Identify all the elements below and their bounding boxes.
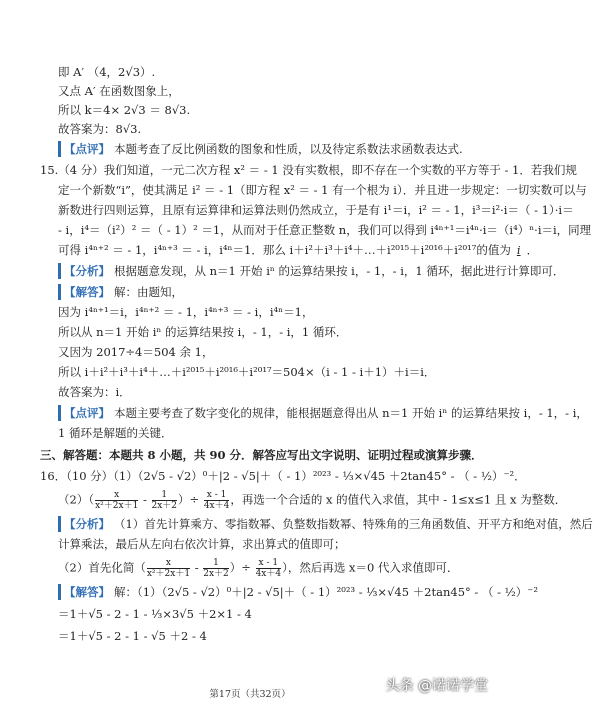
watermark-text: 头条 @诺诺学堂 [385, 678, 488, 694]
text-line: 新数进行四则运算，且原有运算律和运算法则仍然成立，于是有 i¹＝i，i² ＝ - 1，i³＝i²·i＝（ - 1）·i＝ [58, 203, 574, 217]
text-line: 所以从 n＝1 开始 iⁿ 的运算结果按 i，- 1，- i，1 循环． [58, 325, 348, 339]
analysis-tag: 【分析】 [58, 263, 110, 279]
text-line: 计算乘法，最后从左向右依次计算，求出算式的值即可； [58, 537, 346, 551]
comment-tag: 【点评】 [58, 405, 110, 421]
text-line: 因为 i⁴ⁿ⁺¹＝i，i⁴ⁿ⁺² ＝ - 1，i⁴ⁿ⁺³ ＝ - i，i⁴ⁿ＝1， [58, 305, 314, 319]
analysis-line [58, 516, 593, 532]
text-line: 所以 i＋i²＋i³＋i⁴＋…＋i²⁰¹⁵＋i²⁰¹⁶＋i²⁰¹⁷＝504×（i - 1 - i＋1）＋i＝i． [58, 365, 436, 379]
numerator: x [147, 558, 190, 569]
fraction [256, 558, 282, 579]
text-segment: - [139, 492, 151, 507]
text-line: ＝1＋√5 - 2 - 1 - ⅓×3√5 ＋2×1 - 4 [58, 607, 252, 621]
text-line: 1 循环是解题的关键． [58, 426, 173, 440]
text-line: 故答案为：i． [58, 385, 131, 399]
fraction [147, 558, 190, 579]
text-line: 又点 A′ 在函数图象上， [58, 84, 180, 98]
solution-line [58, 284, 183, 300]
analysis-text: （1）首先计算乘方、零指数幂、负整数指数幂、特殊角的三角函数值、开平方和绝对值，然后 [114, 517, 593, 531]
fraction [95, 490, 138, 511]
text-line: 即 A′ （4，2√3）. [58, 65, 156, 79]
solution-line [58, 584, 538, 600]
text-segment: （2）首先化简（ [58, 560, 146, 575]
fraction [204, 490, 230, 511]
text-line: 故答案为：8√3. [58, 122, 142, 136]
question-15-line: 15.（4 分）我们知道，一元二次方程 x² ＝ - 1 没有实数根，即不存在一个实数的平方等于 - 1．若我们规 [40, 163, 577, 177]
section-heading: 三、解答题：本题共 8 小题，共 90 分．解答应写出文字说明、证明过程或演算步骤． [40, 448, 483, 462]
text-segment: - [191, 560, 203, 575]
fraction [152, 490, 178, 511]
analysis-line [58, 263, 564, 279]
text-segment: ）÷ [178, 492, 203, 507]
denominator: x²＋2x＋1 [146, 569, 191, 579]
solution-tag: 【解答】 [58, 584, 110, 600]
denominator: 4x＋4 [203, 501, 230, 511]
numerator: x - 1 [204, 490, 230, 501]
text-line: 又因为 2017÷4＝504 余 1， [58, 345, 214, 359]
denominator: 2x＋2 [203, 569, 229, 579]
analysis-text: 根据题意发现，从 n＝1 开始 iⁿ 的运算结果按 i，- 1，- i，1 循环，据此进行计算即可． [114, 264, 565, 278]
page-footer: 第17页（共32页） [209, 689, 291, 700]
question-16-line: 16．（10 分）（1）（2√5 - √2）⁰＋|2 - √5|＋（ - 1）²⁰²³ - ⅓×√45 ＋2tan45° - （ - ½）⁻²． [40, 469, 526, 483]
solution-tag: 【解答】 [58, 284, 110, 300]
numerator: 1 [152, 490, 178, 501]
denominator: 2x＋2 [151, 501, 178, 511]
comment-tag: 【点评】 [58, 141, 110, 157]
text-line: 所以 k＝4× 2√3 ＝ 8√3. [58, 103, 191, 117]
denominator: 4x＋4 [255, 569, 282, 579]
numerator: x - 1 [256, 558, 282, 569]
answer-blank: i [516, 243, 521, 257]
text-segment: ），然后再选 x＝0 代入求值即可． [282, 560, 459, 575]
watermark [386, 675, 488, 695]
text-segment: ． [526, 243, 539, 257]
solution-text: 解：（1）（2√5 - √2）⁰＋|2 - √5|＋（ - 1）²⁰²³ - ⅓×√45 ＋2tan45° - （ - ½）⁻² [114, 585, 538, 599]
text-segment: （2）（ [58, 492, 95, 507]
comment-text: 本题考查了反比例函数的图象和性质，以及待定系数法求函数表达式. [114, 142, 463, 156]
text-segment: 可得 i⁴ⁿ⁺² ＝ - 1，i⁴ⁿ⁺³ ＝ - i，i⁴ⁿ＝1．那么 i＋i²＋i³＋i⁴＋…＋i²⁰¹⁵＋i²⁰¹⁶＋i²⁰¹⁷的值为 [58, 243, 511, 257]
numerator: x [95, 490, 138, 501]
text-line: 定一个新数“i”，使其满足 i² ＝ - 1（即方程 x² ＝ - 1 有一个根为 i）．并且进一步规定：一切实数可以与 [58, 183, 587, 197]
solution-text: 解：由题知， [114, 285, 183, 299]
comment-line [58, 141, 463, 157]
analysis-tag: 【分析】 [58, 516, 110, 532]
text-segment: ，再选一个合适的 x 的值代入求值，其中 - 1≤x≤1 且 x 为整数． [230, 492, 567, 507]
text-line [58, 558, 458, 579]
text-line: ＝1＋√5 - 2 - 1 - √5 ＋2 - 4 [58, 629, 207, 643]
text-line: - i，i⁴＝（i²）² ＝（ - 1）² ＝1，从而对于任意正整数 n，我们可以得到 i⁴ⁿ⁺¹＝i⁴ⁿ·i＝（i⁴）ⁿ·i＝i，同理 [58, 223, 592, 237]
comment-line [58, 405, 588, 421]
fraction [203, 558, 229, 579]
numerator: 1 [203, 558, 229, 569]
question-16-part2 [58, 490, 566, 511]
text-line [58, 242, 538, 258]
denominator: x²＋2x＋1 [95, 501, 139, 511]
comment-text: 本题主要考查了数字变化的规律，能根据题意得出从 n＝1 开始 iⁿ 的运算结果按 i，- 1，- i， [114, 406, 588, 420]
text-segment: ）÷ [229, 560, 255, 575]
